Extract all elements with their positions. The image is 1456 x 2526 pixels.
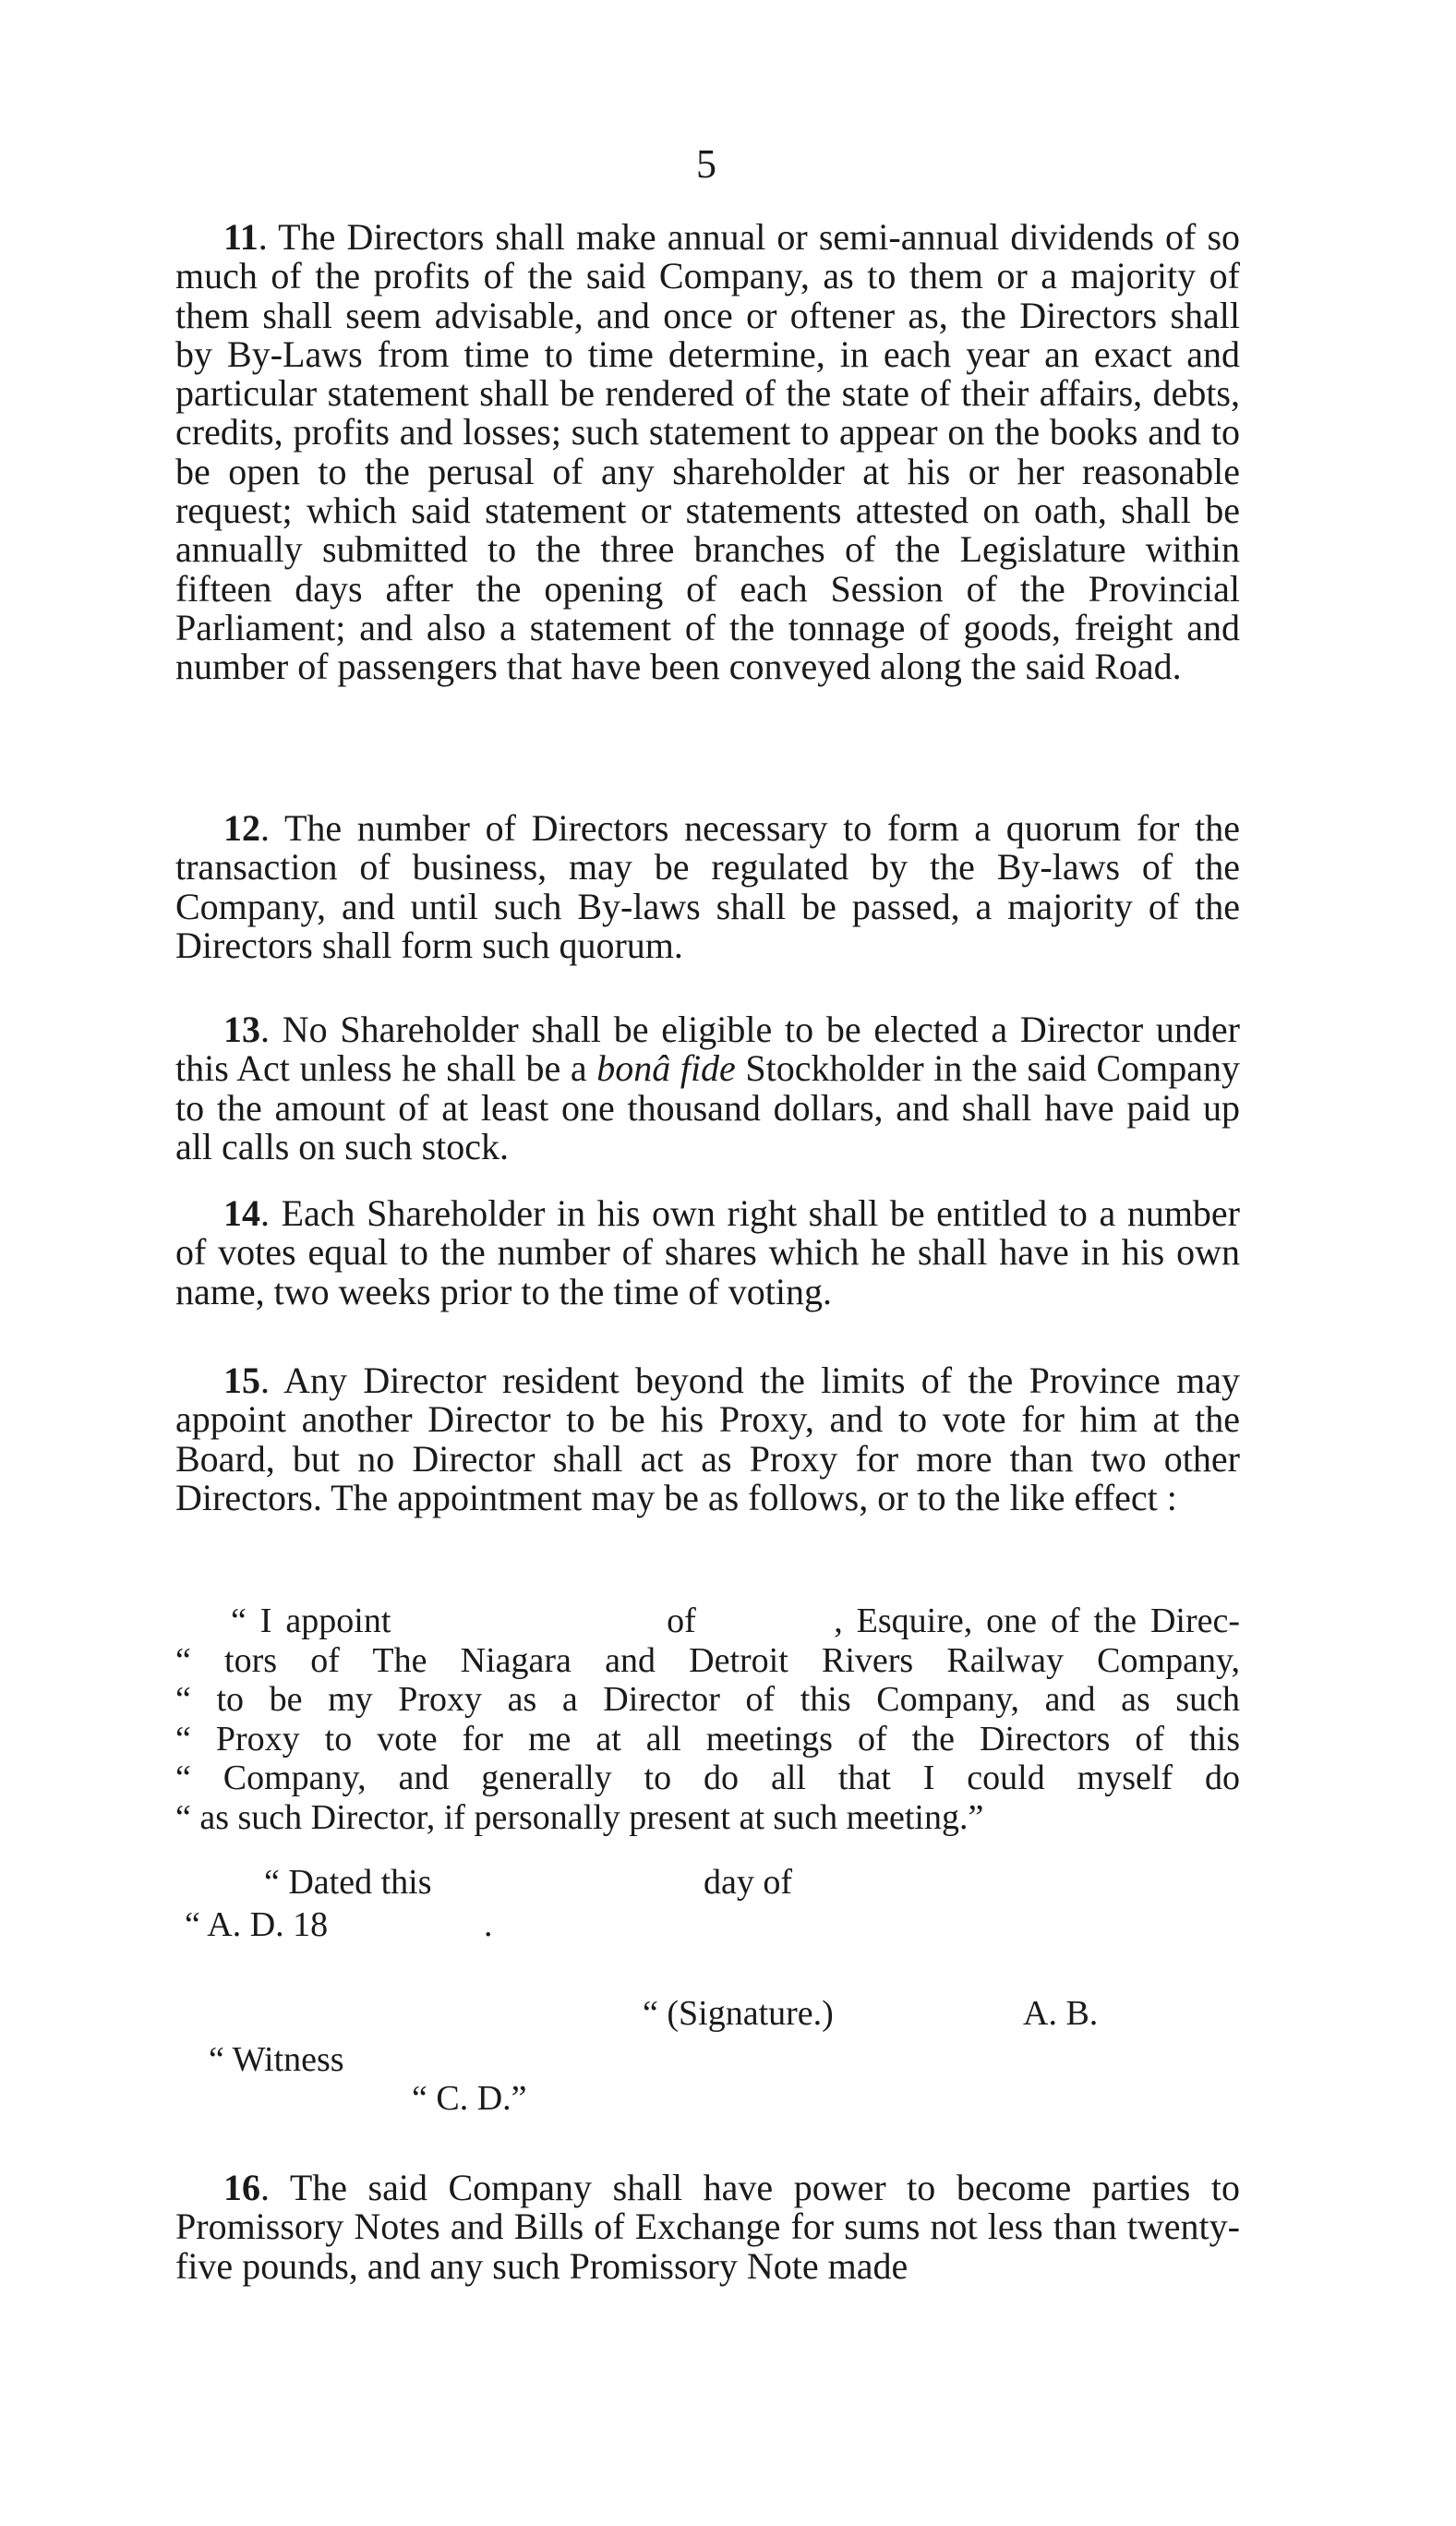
- section-number: 12: [223, 807, 260, 849]
- section-text: The number of Directors necessary to form a quorum for the transaction of business, may be regulated by the By-laws of the Company, and until such By-laws shall be passed, a majority of the Directors shall form such quorum.: [175, 807, 1240, 966]
- proxy-line: “ as such Director, if personally present at such meeting.”: [175, 1797, 984, 1837]
- section-text: The said Company shall have power to become parties to Promissory Notes and Bills of Exchange for sums not less than twenty-five pounds, and any such Promissory Note made: [175, 2167, 1240, 2287]
- section-text: Each Shareholder in his own right shall be entitled to a number of votes equal to the number of shares which he shall have in his own name, two weeks prior to the time of voting.: [175, 1192, 1241, 1312]
- section-paragraph: 13. No Shareholder shall be eligible to be elected a Director under this Act unless he shall be a bonâ fide Stockholder in the said Company to the amount of at least one thousand dollars, and shall have paid up all calls on such stock.: [175, 1009, 1241, 1167]
- section-number: 11: [223, 216, 259, 258]
- proxy-line: “ Proxy to vote for me at all meetings of the Directors of this: [175, 1719, 1240, 1759]
- section-16: [175, 2169, 1240, 2286]
- proxy-line: “ I appoint of , Esquire, one of the Direc-: [231, 1601, 1240, 1640]
- italic-phrase: bonâ fide: [596, 1047, 736, 1090]
- page-number: 5: [696, 141, 716, 187]
- section-13: [175, 1010, 1240, 1166]
- section-paragraph: 14. Each Shareholder in his own right shall be entitled to a number of votes equal to the number of shares which he shall have in his own name, two weeks prior to the time of voting.: [175, 1192, 1241, 1312]
- witness-label: “ Witness: [209, 2040, 344, 2079]
- section-paragraph: 16. The said Company shall have power to become parties to Promissory Notes and Bills of Exchange for sums not less than twenty-five pounds, and any such Promissory Note made: [175, 2167, 1240, 2287]
- section-text: Stockholder in the said Company to the amount of at least one thousand dollars, and shall have paid up all calls on such stock.: [175, 1047, 1241, 1167]
- proxy-line: “ tors of The Niagara and Detroit Rivers Railway Company,: [175, 1640, 1240, 1680]
- ad-label: “ A. D. 18: [185, 1905, 329, 1944]
- witness-name: “ C. D.”: [412, 2079, 527, 2118]
- section-text: The Directors shall make annual or semi-annual dividends of so much of the profits of the said Company, as to them or a majority of them shall seem advisable, and once or oftener as, the Directors shall by By-Laws from time to time determine, in each year an exact and particular statement shall be rendered of the state of their affairs, debts, credits, profits and losses; such statement to appear on the books and to be open to the perusal of any shareholder at his or her reasonable request; which said statement or statements attested on oath, shall be annually submitted to the three branches of the Legislature within fifteen days after the opening of each Session of the Provincial Parliament; and also a statement of the tonnage of goods, freight and number of passengers that have been conveyed along the said Road.: [175, 216, 1241, 688]
- section-number: 13: [223, 1009, 260, 1050]
- ad-period: .: [484, 1905, 493, 1944]
- section-number: 15: [223, 1360, 260, 1401]
- section-14: [175, 1194, 1240, 1311]
- section-paragraph: 11. The Directors shall make annual or semi-annual dividends of so much of the profits of the said Company, as to them or a majority of them shall seem advisable, and once or oftener as, the Directors shall by By-Laws from time to time determine, in each year an exact and particular statement shall be rendered of the state of their affairs, debts, credits, profits and losses; such statement to appear on the books and to be open to the perusal of any shareholder at his or her reasonable request; which said statement or statements attested on oath, shall be annually submitted to the three branches of the Legislature within fifteen days after the opening of each Session of the Provincial Parliament; and also a statement of the tonnage of goods, freight and number of passengers that have been conveyed along the said Road.: [175, 216, 1241, 688]
- signature-label: “ (Signature.): [643, 1994, 834, 2033]
- section-number: 14: [223, 1192, 260, 1234]
- section-text: Any Director resident beyond the limits of the Province may appoint another Director to be his Proxy, and to vote for him at the Board, but no Director shall act as Proxy for more than two other Directors. The appointment may be as follows, or to the like effect :: [175, 1360, 1240, 1518]
- section-text: No Shareholder shall be eligible to be elected a Director under this Act unless he shall be a: [175, 1009, 1241, 1090]
- proxy-line: “ Company, and generally to do all that I could myself do: [175, 1759, 1240, 1798]
- proxy-form: [175, 1601, 1240, 1838]
- section-number: 16: [223, 2167, 260, 2208]
- section-12: [175, 809, 1240, 965]
- signature-name: A. B.: [1023, 1994, 1099, 2033]
- section-11: [175, 218, 1240, 687]
- section-paragraph: 15. Any Director resident beyond the limits of the Province may appoint another Director to be his Proxy, and to vote for him at the Board, but no Director shall act as Proxy for more than two other Directors. The appointment may be as follows, or to the like effect :: [175, 1360, 1240, 1518]
- section-15: [175, 1361, 1240, 1517]
- day-of-label: day of: [704, 1863, 793, 1902]
- dated-label: “ Dated this: [264, 1863, 432, 1902]
- proxy-line: “ to be my Proxy as a Director of this Company, and as such: [175, 1680, 1240, 1720]
- section-paragraph: 12. The number of Directors necessary to form a quorum for the transaction of business, may be regulated by the By-laws of the Company, and until such By-laws shall be passed, a majority of the Directors shall form such quorum.: [175, 807, 1240, 966]
